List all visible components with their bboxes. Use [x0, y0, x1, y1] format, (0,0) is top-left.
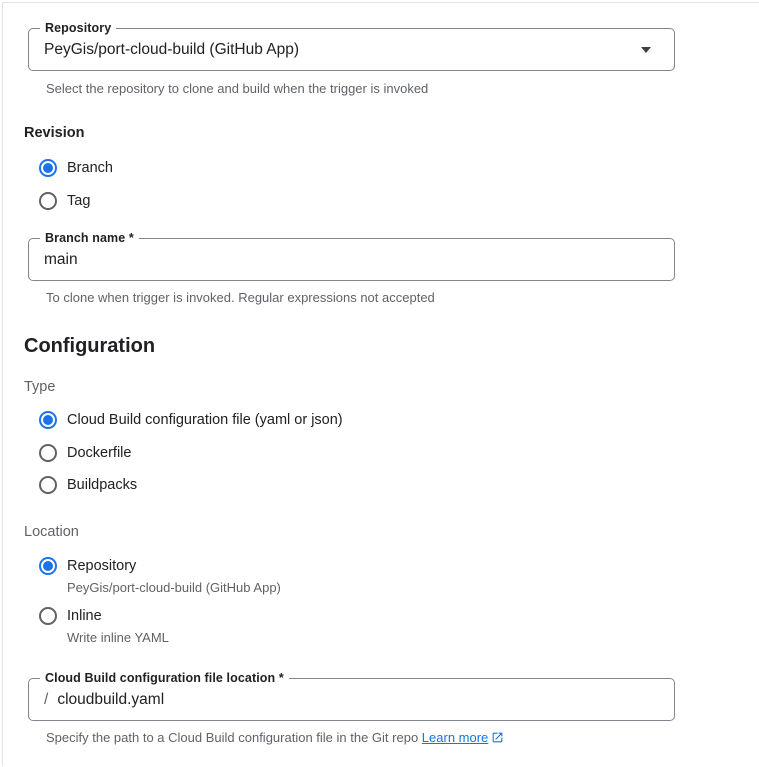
radio-unselected-icon [39, 476, 57, 494]
radio-label: Branch [67, 160, 113, 176]
location-repository-subtext: PeyGis/port-cloud-build (GitHub App) [67, 580, 281, 595]
radio-label: Inline [67, 608, 102, 624]
path-prefix: / [44, 690, 49, 708]
config-file-location-helper-text [46, 730, 759, 746]
repository-select-label: Repository [40, 21, 116, 36]
radio-revision-tag[interactable] [25, 189, 759, 213]
radio-selected-icon [39, 557, 57, 575]
radio-revision-branch[interactable] [25, 156, 759, 180]
configuration-heading: Configuration [24, 335, 156, 357]
config-file-location-input[interactable] [28, 671, 675, 721]
revision-section-label: Revision [24, 125, 85, 141]
config-file-location-value: cloudbuild.yaml [57, 690, 165, 708]
radio-selected-icon [39, 411, 57, 429]
branch-name-value: main [44, 250, 78, 268]
radio-label: Tag [67, 193, 91, 209]
radio-label: Repository [67, 558, 137, 574]
config-file-location-label: Cloud Build configuration file location * [40, 671, 289, 686]
location-section-label: Location [24, 524, 79, 540]
radio-label: Cloud Build configuration file (yaml or json) [67, 412, 343, 428]
branch-name-input[interactable] [28, 231, 675, 281]
radio-type-cloud-build-config[interactable] [25, 408, 759, 432]
radio-location-inline[interactable] [25, 604, 759, 628]
open-in-new-icon [491, 731, 504, 744]
repository-select[interactable] [28, 21, 675, 71]
build-trigger-form-panel [2, 2, 759, 766]
repository-helper-text: Select the repository to clone and build when the trigger is invoked [46, 81, 429, 96]
chevron-down-icon [641, 47, 651, 53]
radio-type-dockerfile[interactable] [25, 441, 759, 465]
radio-label: Buildpacks [67, 477, 138, 493]
location-inline-subtext: Write inline YAML [67, 630, 169, 645]
radio-label: Dockerfile [67, 445, 132, 461]
branch-name-helper-text: To clone when trigger is invoked. Regular expressions not accepted [46, 290, 435, 305]
helper-text: Specify the path to a Cloud Build configuration file in the Git repo [46, 730, 419, 745]
type-section-label: Type [24, 379, 56, 395]
radio-unselected-icon [39, 607, 57, 625]
radio-unselected-icon [39, 192, 57, 210]
radio-unselected-icon [39, 444, 57, 462]
radio-type-buildpacks[interactable] [25, 473, 759, 497]
branch-name-label: Branch name * [40, 231, 139, 246]
learn-more-link[interactable]: Learn more [421, 730, 489, 745]
repository-select-value: PeyGis/port-cloud-build (GitHub App) [44, 40, 300, 58]
radio-selected-icon [39, 159, 57, 177]
radio-location-repository[interactable] [25, 554, 759, 578]
